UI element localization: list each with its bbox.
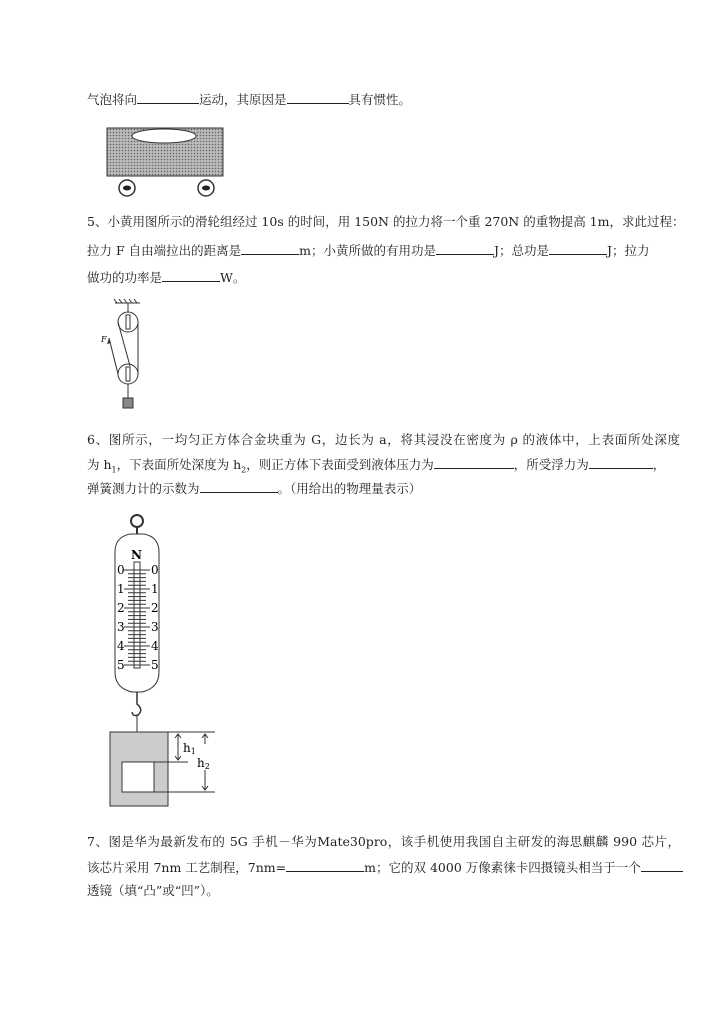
text: 。（用给出的物理量表示）	[277, 481, 422, 496]
q7-line1: 7、图是华为最新发布的 5G 手机－华为Mate30pro，该手机使用我国自主研发的海思麒麟 990 芯片，	[87, 834, 680, 849]
text: J；总功是	[493, 243, 549, 258]
spring-scale-figure	[100, 512, 230, 812]
subscript: 2	[241, 465, 247, 475]
text: m；它的双 4000 万像素徕卡四摄镜头相当于一个	[364, 860, 641, 875]
answer-blank[interactable]	[287, 91, 349, 104]
pulley-figure	[95, 298, 155, 413]
q5-line2	[87, 242, 650, 259]
scale-tick-label: 0	[117, 563, 125, 577]
text: ，	[652, 457, 666, 472]
scale-tick-label: 5	[151, 658, 159, 672]
answer-blank[interactable]	[549, 242, 607, 255]
answer-blank[interactable]	[286, 859, 364, 872]
text: 为 h	[87, 457, 112, 472]
scale-tick-label: 4	[117, 639, 125, 653]
q5-line1: 5、小黄用图所示的滑轮组经过 10s 的时间，用 150N 的拉力将一个重 270N 的重物提高 1m，求此过程：	[87, 214, 685, 229]
text: 运动，其原因是	[199, 92, 287, 107]
scale-tick-label: 2	[117, 601, 125, 615]
scale-tick-label: 4	[151, 639, 159, 653]
answer-blank[interactable]	[434, 456, 514, 469]
q7-line3: 透镜（填“凸”或“凹”）。	[87, 883, 219, 898]
scale-tick-label: 5	[117, 658, 125, 672]
answer-blank[interactable]	[137, 91, 199, 104]
h2-label: h2	[197, 756, 210, 771]
text: W。	[220, 270, 246, 285]
scale-tick-label: 1	[117, 582, 125, 596]
scale-tick-label: 0	[151, 563, 159, 577]
q6-line2	[87, 456, 665, 479]
q6-line3	[87, 480, 421, 497]
scale-tick-label: 1	[151, 582, 159, 596]
text: 弹簧测力计的示数为	[87, 481, 200, 496]
text: 气泡将向	[87, 92, 138, 107]
text: ，所受浮力为	[513, 457, 589, 472]
text: 该芯片采用 7nm 工艺制程，7nm=	[87, 860, 287, 875]
cart-figure	[100, 125, 230, 200]
text: ，下表面所处深度为 h	[116, 457, 242, 472]
answer-blank[interactable]	[589, 456, 653, 469]
text: 做功的功率是	[87, 270, 163, 285]
scale-tick-label: 2	[151, 601, 159, 615]
text: J；拉力	[607, 243, 650, 258]
q7-line2	[87, 859, 683, 876]
answer-blank[interactable]	[241, 242, 299, 255]
scale-tick-label: 3	[117, 620, 125, 634]
text: 具有惯性。	[348, 92, 412, 107]
answer-blank[interactable]	[641, 859, 683, 872]
unit-label: N	[131, 548, 142, 562]
h1-label: h1	[183, 741, 196, 756]
answer-blank[interactable]	[200, 480, 278, 493]
text: m；小黄所做的有用功是	[299, 243, 436, 258]
answer-blank[interactable]	[162, 269, 220, 282]
text: 拉力 F 自由端拉出的距离是	[87, 243, 242, 258]
text: ，则正方体下表面受到液体压力为	[246, 457, 434, 472]
q6-line1: 6、图所示，一均匀正方体合金块重为 G，边长为 a，将其浸没在密度为 ρ 的液体中，上表面所处深度	[87, 432, 680, 447]
scale-tick-label: 3	[151, 620, 159, 634]
q4-line	[87, 91, 411, 108]
q5-line3	[87, 269, 245, 286]
subscript: 1	[111, 465, 117, 475]
answer-blank[interactable]	[436, 242, 494, 255]
force-label: F	[101, 335, 107, 344]
